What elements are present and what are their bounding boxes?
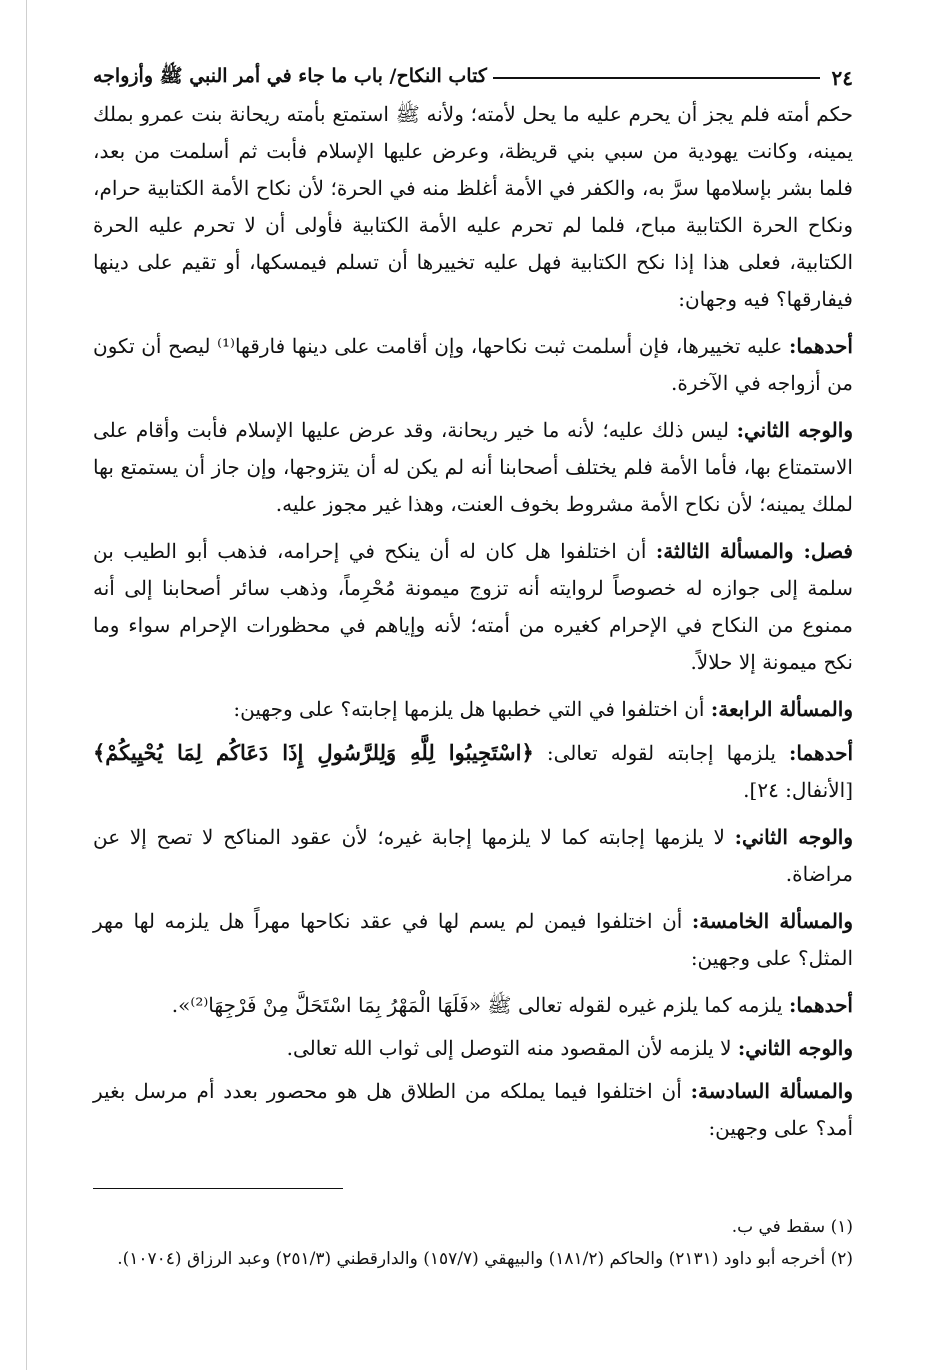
paragraph-5-label: والمسألة الرابعة: xyxy=(710,697,853,721)
paragraph-1 xyxy=(93,96,853,318)
page-body xyxy=(93,60,853,1157)
paragraph-9 xyxy=(93,987,853,1024)
paragraph-5 xyxy=(93,691,853,728)
paragraph-10-text: لا يلزمه لأن المقصود منه التوصل إلى ثواب الله تعالى. xyxy=(286,1036,738,1060)
paragraph-1-text: حكم أمته فلم يجز أن يحرم عليه ما يحل لأمته؛ ولأنه ﷺ استمتع بأمته ريحانة بنت عمرو بملك يمينه، وكانت يهودية من سبي بني قريظة، وعرض عليها الإسلام فأبت ثم أسلمت من بعد، فلما بشر بإسلامها سرَّ به، والكفر في الأمة أغلظ منه في الحرة؛ لأن نكاح الأمة الكتابية حرام، ونكاح الحرة الكتابية مباح، فلما لم تحرم عليه الأمة الكتابية فأولى أن لا تحرم عليه الحرة الكتابية، فعلى هذا إذا نكح الكتابية فهل عليه تخييرها أن تسلم فيمسكها، أو تقيم على دينها فيفارقها؟ فيه وجهان: xyxy=(93,102,853,311)
header-rule xyxy=(493,77,820,79)
paragraph-10 xyxy=(93,1030,853,1067)
scan-margin-line xyxy=(26,0,27,1370)
paragraph-10-label: والوجه الثاني: xyxy=(737,1036,853,1060)
paragraph-7-label: والوجه الثاني: xyxy=(734,825,853,849)
footnotes xyxy=(93,1212,853,1276)
paragraph-8 xyxy=(93,903,853,977)
footnote-1: (١) سقط في ب. xyxy=(731,1217,853,1237)
footnote-2: (٢) أخرجه أبو داود (٢١٣١) والحاكم (١٨١/٢) والبيهقي (١٥٧/٧) والدارقطني (٢٥١/٣) وعبد الرزاق (١٠٧٠٤). xyxy=(117,1249,853,1269)
paragraph-2-label: أحدهما: xyxy=(788,334,853,358)
paragraph-2-text: عليه تخييرها، فإن أسلمت ثبت نكاحها، وإن أقامت على دينها فارقها⁽¹⁾ ليصح أن تكون من أزواجه في الآخرة. xyxy=(93,334,853,395)
paragraph-11-text: أن اختلفوا فيما يملكه من الطلاق هل هو محصور بعدد أم مرسل بغير أمد؟ على وجهين: xyxy=(93,1079,853,1140)
paragraph-8-text: أن اختلفوا فيمن لم يسم لها في عقد نكاحها مهراً هل يلزمه لها مهر المثل؟ على وجهين: xyxy=(93,909,853,970)
paragraph-6 xyxy=(93,734,853,809)
paragraph-8-label: والمسألة الخامسة: xyxy=(691,909,854,933)
paragraph-3 xyxy=(93,412,853,523)
footnote-separator xyxy=(93,1188,343,1189)
paragraph-2 xyxy=(93,328,853,402)
paragraph-7 xyxy=(93,819,853,893)
paragraph-6-intro: يلزمها إجابته لقوله تعالى: xyxy=(533,741,789,765)
paragraph-9-label: أحدهما: xyxy=(788,993,853,1017)
paragraph-4-label: فصل: والمسألة الثالثة: xyxy=(655,539,853,563)
paragraph-3-label: والوجه الثاني: xyxy=(736,418,853,442)
quran-verse: ﴿اسْتَجِيبُوا لِلَّهِ وَلِلرَّسُولِ إِذَا دَعَاكُم لِمَا يُحْيِيكُمْ﴾ xyxy=(93,740,534,765)
paragraph-9-text: يلزمه كما يلزم غيره لقوله تعالى ﷺ «فَلَهَا الْمَهْرُ بِمَا اسْتَحَلَّ مِنْ فَرْجِهَا⁽²⁾». xyxy=(171,993,789,1017)
paragraph-6-citation: [الأنفال: ٢٤]. xyxy=(743,778,853,802)
running-header xyxy=(93,60,853,96)
paragraph-6-label: أحدهما: xyxy=(789,741,854,765)
paragraph-3-text: ليس ذلك عليه؛ لأنه ما خير ريحانة، وقد عرض عليها الإسلام فأبت وأقام على الاستمتاع بها، فأما الأمة فلم يختلف أصحابنا أنه لم يكن له أن يتزوجها، وإن جاز أن يستمتع بها لملك يمينه؛ لأن نكاح الأمة مشروط بخوف العنت، وهذا غير مجوز عليه. xyxy=(93,418,853,516)
paragraph-7-text: لا يلزمها إجابته كما لا يلزمها إجابة غيره؛ لأن عقود المناكح لا تصح إلا عن مراضاة. xyxy=(93,825,853,886)
paragraph-11 xyxy=(93,1073,853,1147)
page-number: ٢٤ xyxy=(831,66,853,90)
paragraph-4 xyxy=(93,533,853,681)
running-title: كتاب النكاح/ باب ما جاء في أمر النبي ﷺ وأزواجه xyxy=(93,65,487,87)
paragraph-4-text: أن اختلفوا هل كان له أن ينكح في إحرامه، فذهب أبو الطيب بن سلمة إلى جوازه له خصوصاً لروايته أنه تزوج ميمونة مُحْرِماً، وذهب سائر أصحابنا إلى أنه ممنوع من النكاح في الإحرام كغيره من أمته؛ لأنه وإياهم في محظورات الإحرام سواء وما نكح ميمونة إلا حلالاً. xyxy=(93,539,853,674)
paragraph-11-label: والمسألة السادسة: xyxy=(690,1079,853,1103)
paragraph-5-text: أن اختلفوا في التي خطبها هل يلزمها إجابته؟ على وجهين: xyxy=(233,697,711,721)
